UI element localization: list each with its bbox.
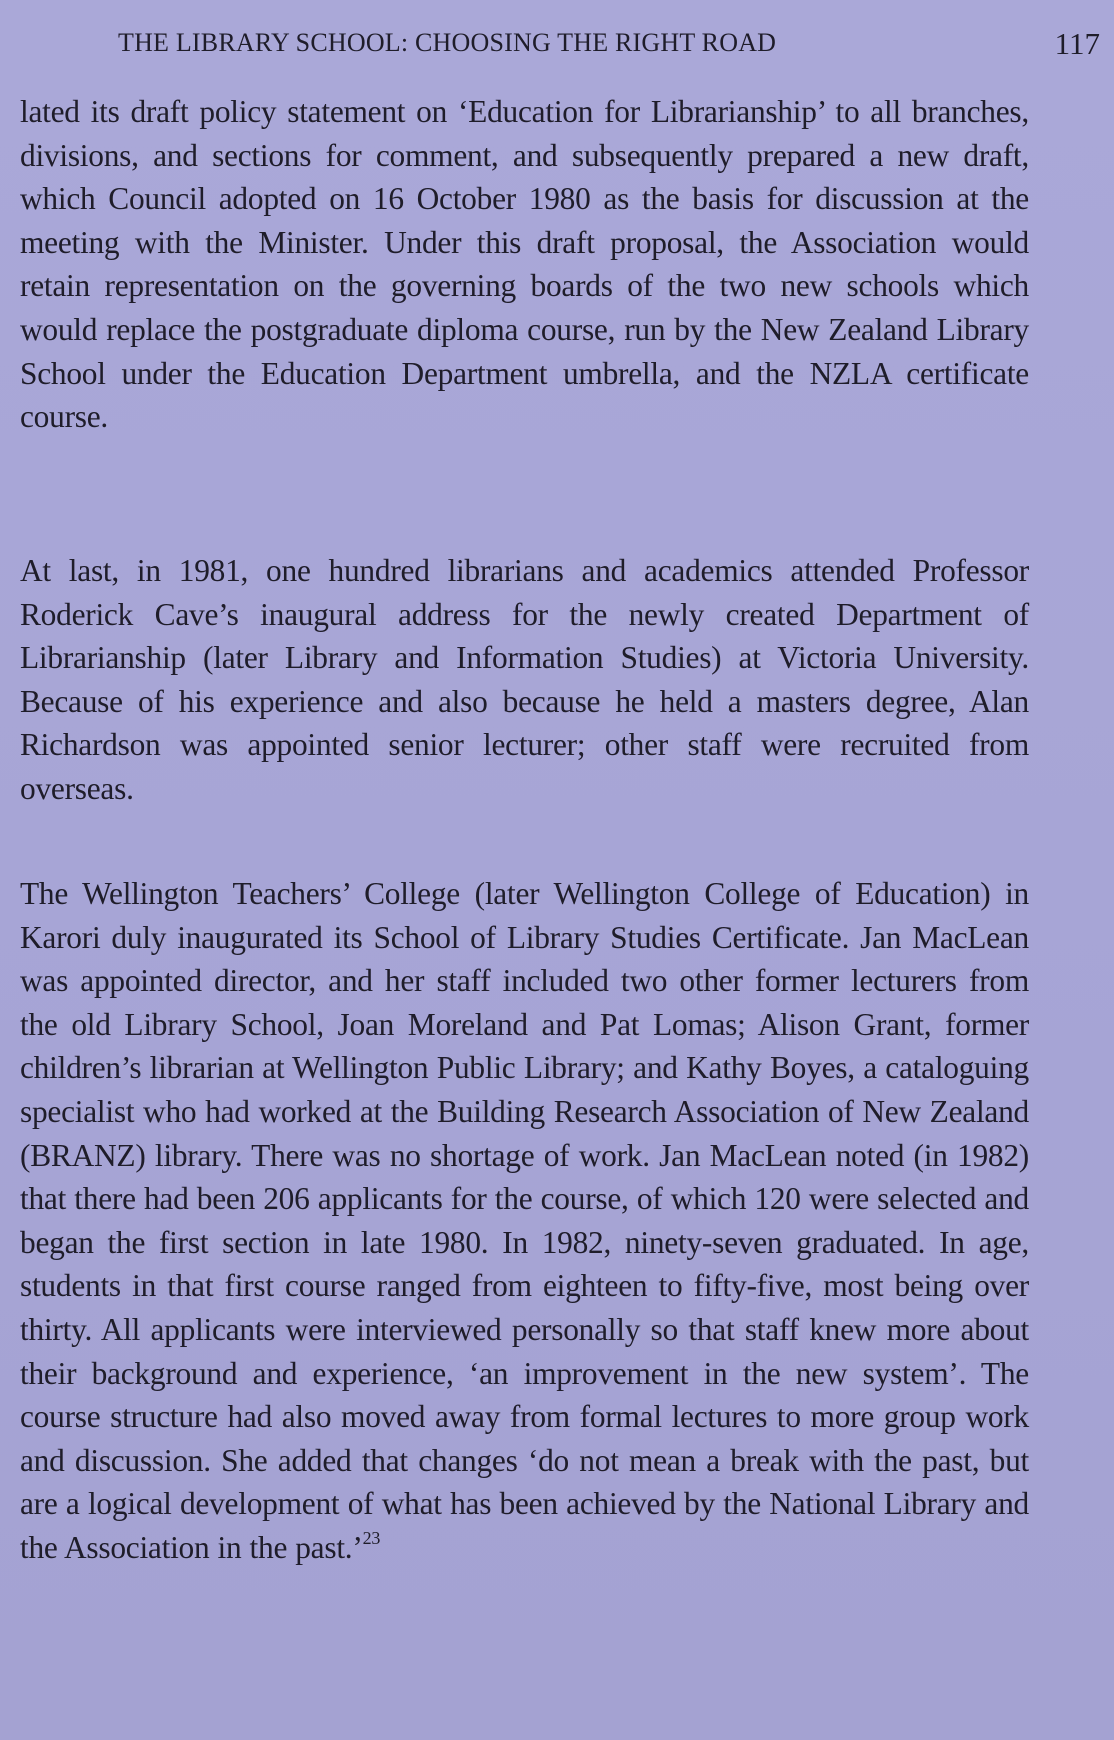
- running-header: [0, 22, 1114, 62]
- paragraph-3: [20, 872, 1029, 1570]
- paragraph-2-text: At last, in 1981, one hundred librarians and academics attended Professor Roderick Cave’s inaugural address for the newly created Department of Librarianship (later Library and Information Studies) at Victoria University. Because of his experience and also because he held a masters degree, Alan Richardson was appointed senior lecturer; other staff were recruited from overseas.: [20, 553, 1029, 806]
- page-number: 117: [1054, 26, 1100, 61]
- paragraph-1: [20, 90, 1029, 439]
- paragraph-2: [20, 549, 1029, 811]
- paragraph-3-container: [20, 872, 1029, 1570]
- paragraph-1-text: lated its draft policy statement on ‘Education for Librarianship’ to all branches, divisions, and sections for comment, and subsequently prepared a new draft, which Council adopted on 16 October 1980 as the basis for discussion at the meeting with the Minister. Under this draft proposal, the Association would retain representation on the governing boards of the two new schools which would replace the postgraduate diploma course, run by the New Zealand Library School under the Education Department umbrella, and the NZLA certificate course.: [20, 94, 1029, 435]
- footnote-reference[interactable]: 23: [362, 1528, 381, 1549]
- running-title: THE LIBRARY SCHOOL: CHOOSING THE RIGHT ROAD: [118, 28, 777, 57]
- paragraph-3-text: The Wellington Teachers’ College (later Wellington College of Education) in Karori duly inaugurated its School of Library Studies Certificate. Jan MacLean was appointed director, and her staff included two other former lecturers from the old Library School, Joan Moreland and Pat Lomas; Alison Grant, former children’s librarian at Wellington Public Library; and Kathy Boyes, a cataloguing specialist who had worked at the Building Research Association of New Zealand (BRANZ) library. There was no shortage of work. Jan MacLean noted (in 1982) that there had been 206 applicants for the course, of which 120 were selected and began the first section in late 1980. In 1982, ninety-seven graduated. In age, students in that first course ranged from eighteen to fifty-five, most being over thirty. All applicants were interviewed personally so that staff knew more about their background and experience, ‘an improvement in the new system’. The course structure had also moved away from formal lectures to more group work and discussion. She added that changes ‘do not mean a break with the past, but are a logical development of what has been achieved by the National Library and the Association in the past.’: [20, 876, 1029, 1565]
